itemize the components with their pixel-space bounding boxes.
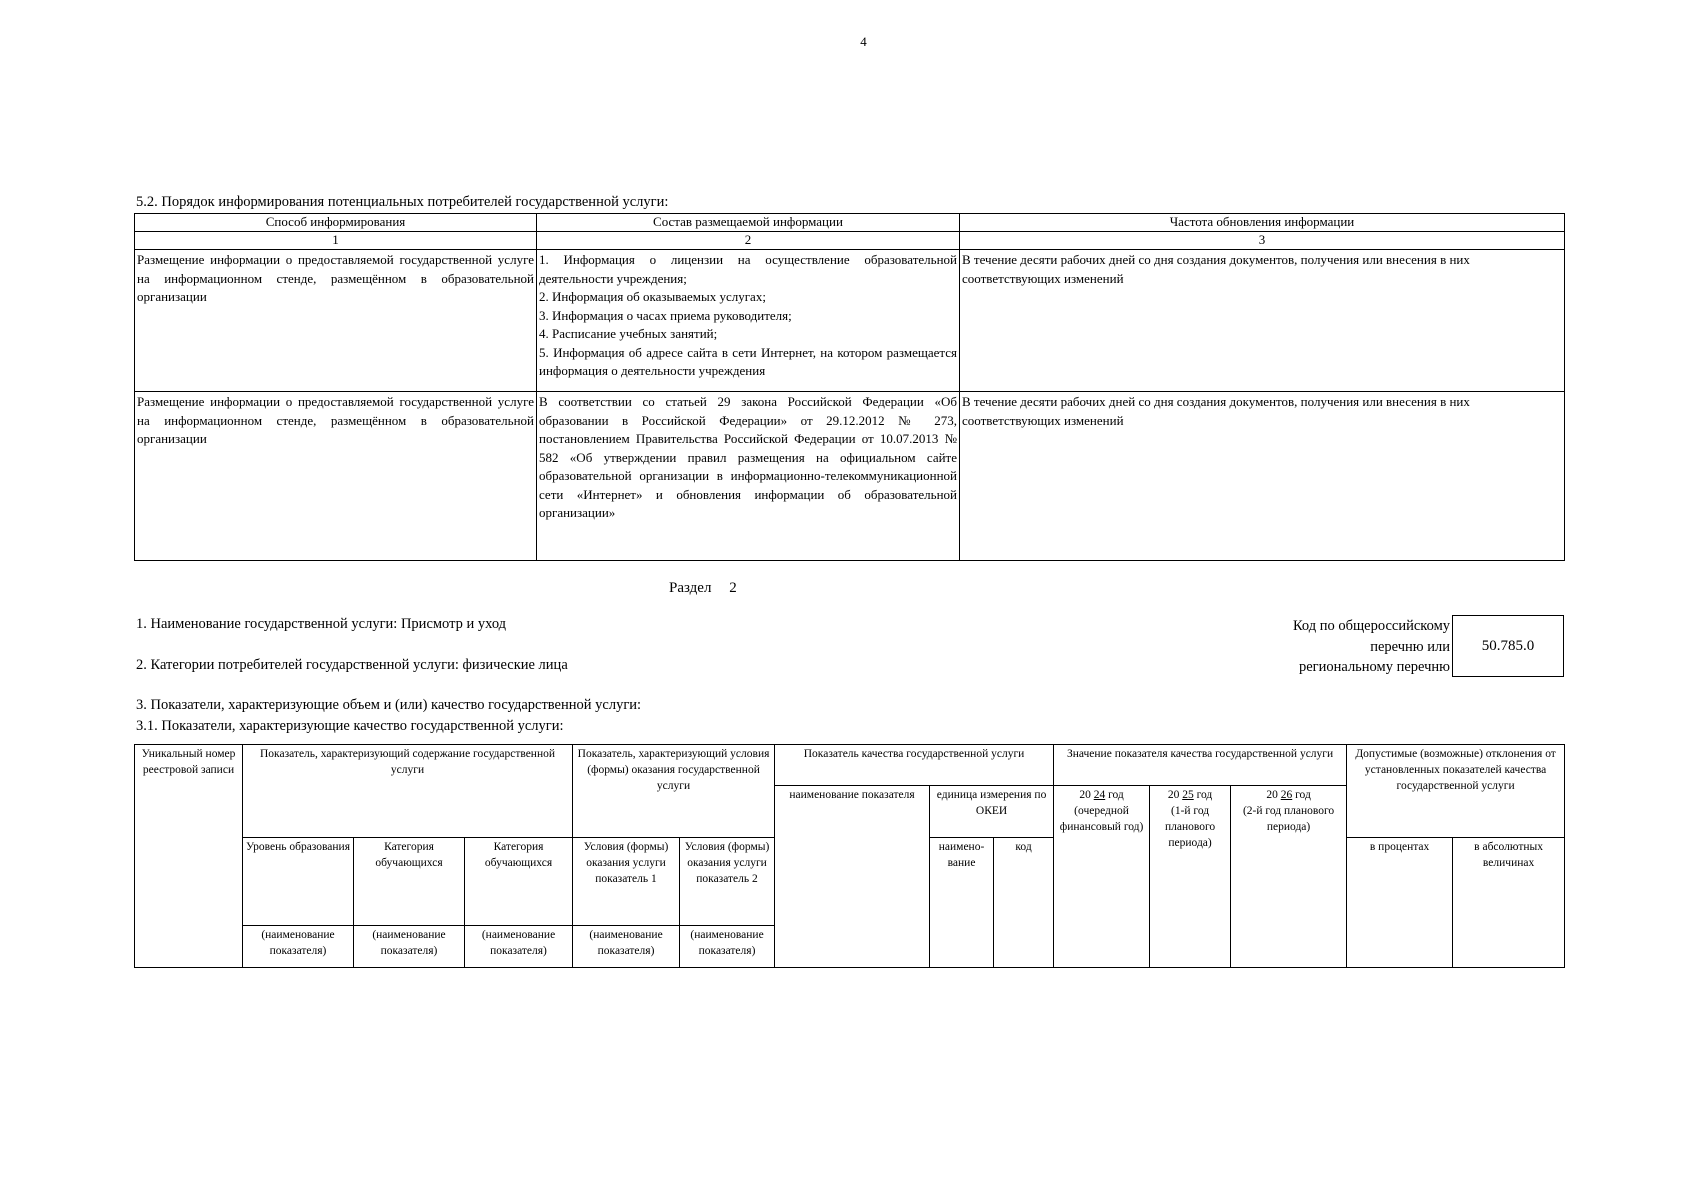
quality-indicators-table xyxy=(134,744,1565,968)
row-1-frequency: В течение десяти рабочих дней со дня создания документов, получения или внесения в них соответствующих изменений xyxy=(960,250,1565,392)
consumer-categories: 2. Категории потребителей государственной услуги: физические лица xyxy=(136,657,568,673)
indicator-name-sub: (наименование показателя) xyxy=(354,926,465,968)
table-row xyxy=(135,392,1565,561)
year-suffix: год xyxy=(1108,789,1124,801)
year-description: (2-й год планового периода) xyxy=(1242,805,1335,833)
student-category-header: Категория обучающихся xyxy=(465,838,573,926)
row-1-method: Размещение информации о предоставляемой государственной услуге на информационном стенде, размещённом в образовательной организации xyxy=(135,250,537,392)
indicator-name-header: наименование показателя xyxy=(775,786,930,968)
row-2-method: Размещение информации о предоставляемой государственной услуге на информационном стенде, размещённом в образовательной организации xyxy=(135,392,537,561)
year-suffix: год xyxy=(1295,789,1311,801)
year-2-header xyxy=(1150,786,1231,968)
absolute-header: в абсолютных величинах xyxy=(1453,838,1565,968)
table-header-row xyxy=(135,745,1565,786)
education-level-header: Уровень образования xyxy=(243,838,354,926)
content-item: 1. Информация о лицензии на осуществление образовательной деятельности учреждения; xyxy=(539,252,957,286)
section-number: 2 xyxy=(729,580,737,596)
table-header-row xyxy=(135,214,1565,232)
section-5-2-title: 5.2. Порядок информирования потенциальных потребителей государственной услуги: xyxy=(136,194,669,210)
header-frequency: Частота обновления информации xyxy=(960,214,1565,232)
table-row xyxy=(135,250,1565,392)
indicators-title: 3. Показатели, характеризующие объем и (или) качество государственной услуги: xyxy=(136,697,642,713)
year-number: 24 xyxy=(1093,789,1106,801)
row-1-content xyxy=(537,250,960,392)
content-indicator-header: Показатель, характеризующий содержание государственной услуги xyxy=(243,745,573,838)
condition-2-header: Условия (формы) оказания услуги показатель 2 xyxy=(680,838,775,926)
condition-1-header: Условия (формы) оказания услуги показатель 1 xyxy=(573,838,680,926)
informing-table xyxy=(134,213,1565,561)
page-number: 4 xyxy=(860,34,867,49)
col-number-1: 1 xyxy=(135,232,537,250)
content-item: 3. Информация о часах приема руководителя; xyxy=(539,307,792,323)
row-2-content: В соответствии со статьей 29 закона Российской Федерации «Об образовании в Российской Федерации» от 29.12.2012 № 273, постановлением Правительства Российской Федерации от 10.07.2013 № 582 «Об утверждении правил размещения на официальном сайте образовательной организации в информационно-телекоммуникационной сети «Интернет» и обновления информации об образовательной организации» xyxy=(537,392,960,561)
indicator-name-sub: (наименование показателя) xyxy=(680,926,775,968)
year-number: 26 xyxy=(1280,789,1293,801)
quality-indicator-header: Показатель качества государственной услуги xyxy=(775,745,1054,786)
code-label-line: Код по общероссийскому xyxy=(1292,618,1450,634)
deviation-header: Допустимые (возможные) отклонения от установленных показателей качества государственной услуги xyxy=(1347,745,1565,838)
code-label xyxy=(1293,616,1450,678)
percent-header: в процентах xyxy=(1347,838,1453,968)
year-suffix: год xyxy=(1196,789,1213,801)
year-prefix: 20 xyxy=(1079,789,1091,801)
indicator-name-sub: (наименование показателя) xyxy=(573,926,680,968)
year-prefix: 20 xyxy=(1167,789,1180,801)
content-item: 2. Информация об оказываемых услугах; xyxy=(539,289,766,304)
section-heading xyxy=(669,580,737,597)
quality-value-header: Значение показателя качества государственной услуги xyxy=(1054,745,1347,786)
section-label: Раздел xyxy=(669,580,712,596)
code-label-line: перечню или xyxy=(1370,638,1450,655)
code-label-line: региональному перечню xyxy=(1298,659,1450,675)
table-number-row xyxy=(135,232,1565,250)
content-item: 4. Расписание учебных занятий; xyxy=(539,326,718,341)
unit-code-header: код xyxy=(994,838,1054,968)
indicator-name-sub: (наименование показателя) xyxy=(465,926,573,968)
year-1-header xyxy=(1054,786,1150,968)
unique-number-header: Уникальный номер реестровой записи xyxy=(135,745,243,968)
registry-code-box: 50.785.0 xyxy=(1452,615,1564,677)
student-category-header: Категория обучающихся xyxy=(354,838,465,926)
unit-name-header: наимено-вание xyxy=(930,838,994,968)
year-description: (1-й год планового периода) xyxy=(1164,805,1216,849)
service-name: 1. Наименование государственной услуги: Присмотр и уход xyxy=(136,616,507,632)
condition-indicator-header: Показатель, характеризующий условия (формы) оказания государственной услуги xyxy=(573,745,775,838)
unit-okei-header: единица измерения по ОКЕИ xyxy=(930,786,1054,838)
year-description: (очередной финансовый год) xyxy=(1059,805,1144,833)
header-method: Способ информирования xyxy=(135,214,537,232)
year-3-header xyxy=(1231,786,1347,968)
col-number-3: 3 xyxy=(960,232,1565,250)
row-2-frequency: В течение десяти рабочих дней со дня создания документов, получения или внесения в них соответствующих изменений xyxy=(960,392,1565,561)
indicator-name-sub: (наименование показателя) xyxy=(243,926,354,968)
col-number-2: 2 xyxy=(537,232,960,250)
header-content: Состав размещаемой информации xyxy=(537,214,960,232)
year-number: 25 xyxy=(1182,789,1194,801)
year-prefix: 20 xyxy=(1266,789,1278,801)
quality-indicators-title: 3.1. Показатели, характеризующие качество государственной услуги: xyxy=(136,718,564,734)
content-item: 5. Информация об адресе сайта в сети Интернет, на котором размещается информация о деятельности учреждения xyxy=(539,344,957,378)
